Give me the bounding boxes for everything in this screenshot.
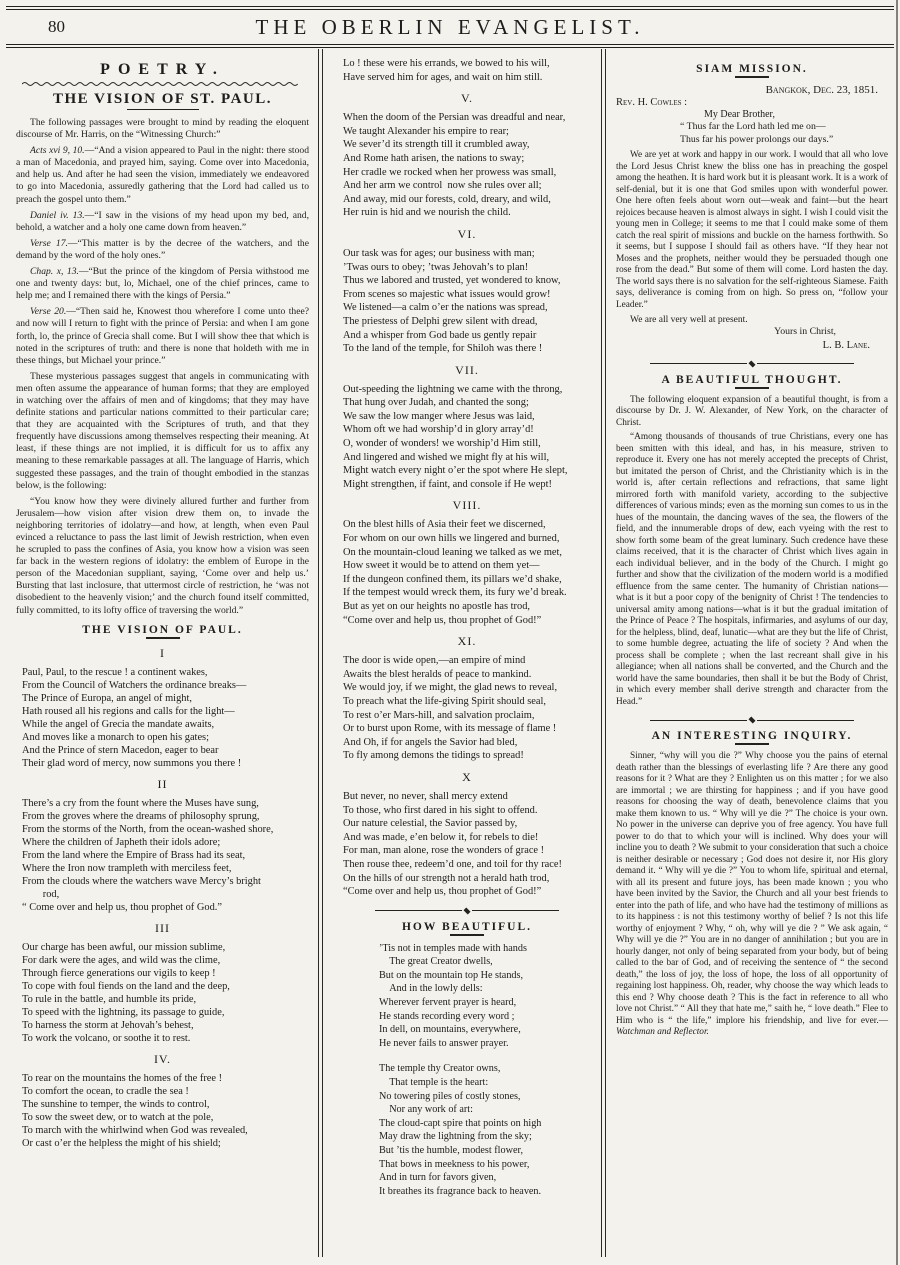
poem-line: To fly among demons the tidings to spread! xyxy=(343,750,524,762)
poem-line: rod, xyxy=(22,888,60,900)
poem-stanza xyxy=(16,646,309,770)
letter-closing-line: We are all very well at present. xyxy=(630,315,748,325)
passage-reference: Acts xvi 9, 10. xyxy=(30,145,85,157)
poem-title-vision-of-paul: THE VISION OF PAUL. xyxy=(82,623,243,636)
poem-line: For man, man alone, rose the wonders of grace ! xyxy=(343,845,545,857)
poem-line: To preach what the life-giving Spirit should seal, xyxy=(343,695,546,707)
poem-line: From the Council of Watchers the ordinance breaks— xyxy=(22,679,247,691)
poem-line: From the groves where the dreams of philosophy sprung, xyxy=(22,810,260,822)
article-title-vision-st-paul: THE VISION OF ST. PAUL. xyxy=(53,91,272,107)
wavy-rule xyxy=(22,81,303,87)
interesting-inquiry-rule xyxy=(735,743,769,745)
column-right xyxy=(606,49,900,1257)
letter-dateline: Bangkok, Dec. 23, 1851. xyxy=(765,84,878,96)
poem-line: But on the mountain top He stands, xyxy=(379,969,524,981)
poem-line: Our charge has been awful, our mission sublime, xyxy=(22,941,226,953)
masthead-title: THE OBERLIN EVANGELIST. xyxy=(255,14,645,39)
stanza-continuation xyxy=(341,57,593,84)
poem-line: Might strengthen, if faint, and console if He wept! xyxy=(343,478,552,490)
passage-reference: Verse 17. xyxy=(30,237,68,249)
poem-line: Then rouse thee, redeem’d one, and toil for thy race! xyxy=(343,858,562,870)
scripture-passages xyxy=(16,145,309,367)
poem-line: From the clouds where the watchers wave Mercy’s bright xyxy=(22,875,261,887)
scripture-passage xyxy=(16,145,309,205)
poem-title-rule xyxy=(146,637,180,639)
section-divider xyxy=(650,361,854,367)
scripture-passage xyxy=(16,238,309,262)
poem-line: Paul, Paul, to the rescue ! a continent wakes, xyxy=(22,666,208,678)
poem-stanza xyxy=(16,777,309,914)
poem-line: Where the children of Japheth their idols adore; xyxy=(22,836,221,848)
poem-line: No towering piles of costly stones, xyxy=(379,1090,521,1102)
poem-line: It breathes its fragrance back to heaven. xyxy=(379,1185,542,1197)
epigraph-line: “ Thus far the Lord hath led me on— xyxy=(680,121,826,132)
letter-greeting: My Dear Brother, xyxy=(704,109,775,120)
poem-line: He stands recording every word ; xyxy=(379,1010,515,1022)
poem-line: On the mountain-cloud leaning we talked as we met, xyxy=(343,546,563,558)
poem-line: “ Come over and help us, thou prophet of God.” xyxy=(22,901,222,913)
poem-line: To speed with the lightning, its passage to guide, xyxy=(22,1006,225,1018)
poem-line: For dark were the ages, and wild was the clime, xyxy=(22,954,221,966)
poem-line: Through fierce generations our vigils to keep ! xyxy=(22,967,216,979)
poem-line: Our task was for ages; our business with man; xyxy=(343,247,535,259)
stanza-number: III xyxy=(155,920,170,935)
passage-text: —“I saw in the visions of my head upon my bed, and, behold, a watcher and a holy one came down from heaven.” xyxy=(16,209,310,233)
passage-text: —“This matter is by the decree of the watchers, and the demand by the word of the holy ones.” xyxy=(16,237,309,261)
divider-diamond-icon xyxy=(463,907,470,914)
poem-stanza xyxy=(377,942,593,1051)
article-title-how-beautiful: HOW BEAUTIFUL. xyxy=(401,920,533,933)
section-heading-poetry: POETRY. xyxy=(100,61,225,78)
poem-line: The temple thy Creator owns, xyxy=(379,1063,501,1075)
poem-line: Awaits the blest heralds of peace to mankind. xyxy=(343,668,532,680)
poem-line: Out-speeding the lightning we came with the throng, xyxy=(343,383,563,395)
column-layout xyxy=(0,49,900,1257)
poem-line: To those, who first dared in his sight to offend. xyxy=(343,804,538,816)
poem-line: From scenes so majestic what issues would grow! xyxy=(343,288,551,300)
poem-line: The priestess of Delphi grew silent with dread, xyxy=(343,315,538,327)
poem-line: Hath roused all his regions and calls for the light— xyxy=(22,705,235,717)
poem-line: The door is wide open,—an empire of mind xyxy=(343,655,526,667)
interesting-inquiry-body xyxy=(616,751,888,1039)
poem-line: To the land of the temple, for Shiloh was there ! xyxy=(343,343,543,355)
poem-line: Nor any work of art: xyxy=(379,1104,473,1116)
poem-stanza xyxy=(341,227,593,356)
title-rule xyxy=(127,109,199,110)
epigraph-line: Thus far his power prolongs our days.” xyxy=(680,133,834,145)
header-rule-bottom xyxy=(6,44,894,48)
poem-line: To cope with foul fiends on the land and the deep, xyxy=(22,980,230,992)
poem-line: And moves like a monarch to open his gates; xyxy=(22,731,209,743)
poem-line: While the angel of Grecia the mandate awaits, xyxy=(22,718,215,730)
article-title-beautiful-thought: A BEAUTIFUL THOUGHT. xyxy=(661,373,843,386)
poem-stanzas-middle xyxy=(341,91,593,899)
poem-line: Lo ! these were his errands, we bowed to his will, xyxy=(343,58,550,69)
poem-line: On the hills of our strength not a herald hath trod, xyxy=(343,872,550,884)
poem-line: We saw the low manger where Jesus was laid, xyxy=(343,410,535,422)
poem-line: Her ruin is hid and we nourish the child. xyxy=(343,207,511,219)
poem-line: Whom oft we had worship’d in glory array’d! xyxy=(343,424,534,436)
harris-quote-paragraph: “You know how they were divinely allured further and further from Jerusalem—how vision after vision drew them on, to invade the neighboring territories of idolatry—and how, at length, when even Paul evinced a reluctance to pass the last limit of Jewish restriction, when even he scrupled to pass the confines of Asia, you know how a vision was seen far back in the western regions of idolatry: the emblem of Europe in the person of the Macedonian suppliant, saying, ‘Come over and help us.’ Bursting that last inclosure, that uttermost circle of restriction, he ‘was not disobedient to the heavenly vision;’ and the church found itself committed, fully committed, to its lofty office of traversing the world.” xyxy=(16,495,309,616)
poem-line: Their glad word of mercy, now summons you there ! xyxy=(22,757,242,769)
article-title-siam-mission: SIAM MISSION. xyxy=(696,63,808,75)
poem-line: And in turn for favors given, xyxy=(379,1172,497,1184)
poem-line: May draw the lightning from the sky; xyxy=(379,1131,532,1143)
poem-line: We sever’d its strength till it crumbled away, xyxy=(343,139,530,151)
article-title-interesting-inquiry: AN INTERESTING INQUIRY. xyxy=(651,730,853,742)
poem-line: O, wonder of wonders! we worship’d Him still, xyxy=(343,438,541,450)
poem-line: To rule in the battle, and humble its pride, xyxy=(22,993,197,1005)
poem-line: “Come over and help us, thou prophet of God!” xyxy=(343,886,542,898)
poem-line: “Come over and help us, thou prophet of God!” xyxy=(343,614,542,626)
poem-stanza xyxy=(16,1052,309,1150)
scripture-passage xyxy=(16,210,309,234)
poem-line: And the Prince of stern Macedon, eager to bear xyxy=(22,744,219,756)
page-header xyxy=(0,0,900,48)
section-divider xyxy=(375,908,559,914)
poem-line: There’s a cry from the fount where the Muses have sung, xyxy=(22,797,259,809)
poem-line: But ’tis the humble, modest flower, xyxy=(379,1145,523,1156)
poem-stanza xyxy=(341,770,593,899)
poem-line: But never, no never, shall mercy extend xyxy=(343,790,508,802)
scripture-passage xyxy=(16,306,309,366)
poem-line: The Prince of Europa, an angel of might, xyxy=(22,692,192,704)
poem-line: For whom on our own hills we lingered and burned, xyxy=(343,533,560,545)
poem-line: If the dungeon confined them, its pillars we’d shake, xyxy=(343,573,562,585)
stanza-number: V. xyxy=(460,91,474,106)
beautiful-thought-quote: “Among thousands of thousands of true Christians, every one has been smitten with this ideal, and has, in his measure, striven to reproduce it. Every one has not merely accepted the precepts of Christ, but imitated the person of Christ, and the Christianity which is in the world is, after certain reflections and refractions, that same light mirrored forth with manifold variety, according to the subjective differences of various minds; even as the morning sun comes to us in the hues of the mountain, the dancing waves of the sea, the flowers of the field, and the innumerable drops of dew, each vyeing with the rest to show forth some beam of the great luminary. Such credence have these claims received, that it is the character of Christ which lives again in each individual believer, and in the body of the Church. I might go further and show that the civilization of the modern world is a modified effluence from the same center. The humanity of Christian nations—what is it but a poor copy of the benignity of Christ ! The tendencies to universal amity among nations—what is it but the gradual imitation of the Prince of Peace ? The hospitals, infirmaries, and asylums of our day, for the helpless, blind, deaf, lunatic—what are they but the life of Christ, to some humble degree, actuating the life of society ? And when the process shall be complete ; when the last recreant shall give in his allegiance; when all nations shall be converted, and the Church and the world have the same boundaries, then shall it be but the Body of Christ, in which every member shall derive strength and character from the Head.” xyxy=(616,432,888,707)
poem-line: And her arm we control now she rules over all; xyxy=(343,180,542,192)
poem-line: We would joy, if we might, the glad news to reveal, xyxy=(343,682,558,694)
poem-line: We taught Alexander his empire to rear; xyxy=(343,125,509,137)
column-middle xyxy=(323,49,601,1257)
stanza-number: II xyxy=(157,776,168,791)
page-number: 80 xyxy=(48,17,65,36)
poem-line: Have served him for ages, and wait on him still. xyxy=(343,71,543,83)
poem-line: On the blest hills of Asia their feet we discerned, xyxy=(343,519,546,531)
poem-line: The sunshine to temper, the winds to control, xyxy=(22,1098,210,1110)
poem-line: Our nature celestial, the Savior passed by, xyxy=(343,818,518,830)
letter-valediction: Yours in Christ, xyxy=(774,326,836,337)
scan-edge-artifact xyxy=(896,0,898,1265)
stanza-number: XI. xyxy=(457,634,477,649)
section-divider xyxy=(650,717,854,723)
letter-epigraph xyxy=(616,121,888,146)
passage-reference: Daniel iv. 13. xyxy=(30,209,85,221)
poem-line: To rest o’er Mars-hill, and salvation proclaim, xyxy=(343,709,535,721)
poem-line: To march with the whirlwind when God was revealed, xyxy=(22,1124,248,1136)
poem-line: In dell, on mountains, everywhere, xyxy=(379,1024,521,1036)
letter-body: We are yet at work and happy in our work. I would that all who love the Lord Jesus Christ knew the bliss one has in preaching the gospel among the heathen. It is hard work but it is pleasant work. It is a work of self-denial, but it is one that God smiles upon with wonderful power. One here often feels about worn out—weak and faint—but the heart rejoices because heaven is almost always in sight. I wish I could visit the young men in College; it seems to me that I could make some of them catch the real spirit of missions and buckle on the harness forthwith. So it seems, but I suppose I should fail as others have. “If they hear not Moses and the prophets, neither would they be persuaded though one rose from the dead.” But some of them will come. Lord hasten the day. The world says there is no salvation for the self-righteous Siamese. Faith says, deliverance is coming from on high. So press on, “follow your Leader.” xyxy=(616,150,888,310)
poem-line: We listened—a calm o’er the nations was spread, xyxy=(343,302,548,314)
poem-line: From the land where the Empire of Brass had its seat, xyxy=(22,849,246,861)
stanza-number: VII. xyxy=(455,362,479,377)
poem-line: Might watch every night o’er the spot where He slept, xyxy=(343,465,568,477)
poem-stanza xyxy=(341,363,593,492)
stanza-number: VIII. xyxy=(452,498,482,513)
poem-line: From the storms of the North, from the ocean-washed shore, xyxy=(22,823,274,835)
poem-line: The great Creator dwells, xyxy=(379,956,493,968)
poem-line: And was made, e’en below it, for rebels to die! xyxy=(343,831,539,843)
beautiful-thought-rule xyxy=(735,387,769,389)
poem-stanzas-left xyxy=(16,646,309,1150)
poem-line: But as yet on our heights no apostle has trod, xyxy=(343,601,531,612)
poem-line: Thus we labored and trusted, yet wondered to know, xyxy=(343,275,561,287)
how-beautiful-rule xyxy=(450,934,484,936)
stanza-number: I xyxy=(160,645,165,660)
inquiry-attribution: Watchman and Reflector. xyxy=(616,1027,709,1037)
poem-line: And away, mid our forests, cold, dreary, and wild, xyxy=(343,193,551,205)
poem-line: Her cradle we rocked when her prowess was small, xyxy=(343,166,557,178)
poem-line: And a whisper from God bade us gently repair xyxy=(343,329,537,341)
poem-line: And lingered and wished we might fly at his will, xyxy=(343,451,550,463)
poem-line: How sweet it would be to attend on them yet— xyxy=(343,560,540,572)
poem-line: To harness the storm at Jehovah’s behest, xyxy=(22,1019,194,1031)
poem-line: And Rome hath arisen, the nations to sway; xyxy=(343,152,525,164)
column-left xyxy=(0,49,318,1257)
poem-line: And in the lowly dells: xyxy=(379,983,483,995)
passage-text: —“Then said he, Knowest thou wherefore I come unto thee? and now will I return to fight with the prince of Persia: and when I am gone forth, lo, the prince of Grecia shall come. But I will show thee that which is noted in the scriptures of truth: and there is none that holdeth with me in these things, but Michael your prince.” xyxy=(16,306,309,366)
poem-line: Where the Iron now trampleth with merciless feet, xyxy=(22,862,232,874)
poem-line: To comfort the ocean, to cradle the sea ! xyxy=(22,1085,189,1097)
commentary-paragraph: These mysterious passages suggest that angels in communicating with men often assume the appearance of human forms; that they are employed in watching over the affairs of men and of kingdoms; that they may have definite stations and particular nations committed to their particular care; that they are acquainted with the Scriptures of truth, and that they frequently have discussions among themselves respecting their meaning. At least, if these things are not implied, it is difficult for us to affix any meaning to these remarkable passages at all. The language of Harris, which suggested these passages, and the train of thought embodied in the stanzas below, is the following: xyxy=(16,370,309,491)
poem-stanza xyxy=(377,1062,593,1198)
divider-diamond-icon xyxy=(748,716,755,723)
divider-diamond-icon xyxy=(748,360,755,367)
poem-line: When the doom of the Persian was dreadful and near, xyxy=(343,112,566,124)
poem-line: ’Tis not in temples made with hands xyxy=(379,942,527,954)
poem-line: He never fails to answer prayer. xyxy=(379,1037,509,1049)
poem-line: That hung over Judah, and chanted the song; xyxy=(343,397,529,409)
poem-stanza xyxy=(16,921,309,1045)
poem-line: The cloud-capt spire that points on high xyxy=(379,1117,542,1129)
stanza-number: VI. xyxy=(457,226,477,241)
poem-stanza xyxy=(341,634,593,763)
stanza-number: IV. xyxy=(153,1051,172,1066)
poem-line: If the tempest would wreck them, its fury we’d break. xyxy=(343,587,567,599)
passage-reference: Verse 20. xyxy=(30,306,67,318)
beautiful-thought-intro: The following eloquent expansion of a beautiful thought, is from a discourse by Dr. J. W. Alexander, of New York, on the character of Christ. xyxy=(616,394,888,428)
poem-line: And Oh, if for angels the Savior had bled, xyxy=(343,736,518,748)
poem-line: To sow the sweet dew, or to watch at the pole, xyxy=(22,1111,214,1123)
inquiry-text: Sinner, “why will you die ?” Why choose you the pains of eternal death rather than the blessings of everlasting life ? Are there any good reasons for it ? What are they ? Enlighten us on this matter ; for we also are immortal ; we are thirsting for happiness ; and if you have good reasons for choosing the way of death, benevolence claims that you make them known to us. “ Why will ye die ?” The choice is your own. No power in the universe can deprive you of free agency. You have full power to do that to which your will is inclined. Why does your will incline you to death ? We submit to your consideration that such a choice is neither desirable or necessary ; God does not desire it, nor His glory demand it. “ Why will ye die ?” You to whom life, spiritual and eternal, with all its present and future joys, has been made known ; you who have been invited by the Savior, the Church and all your best friends to enter into the path of life, and who have had the testimony of millions as to its happiness : is not this testimony worthy of belief ? Is not this life worthy of enjoyment ? Why, “ oh, why will ye die ? ” We ask again, “ Why will ye die ?” You are in no danger of annihilation ; but you are in hourly danger, not only of being separated from your body, but of being called to the bar of God, and of receiving the sentence of “ the second death,” the loss of joy, the loss of hope, the loss of all opportunity of regaining lost happiness. Oh, reader, why choose the way which leads to this end ? Why choose death ? This is the fact in reference to all who love not Christ.” “ All they that hate me,” saith he, “ love death.” Flee to Him who is “ the life,” implore his friendship, and live for ever.— xyxy=(616,751,888,1026)
passage-text: —“But the prince of the kingdom of Persia withstood me one and twenty days: but, lo, Michael, one of the chief princes, came to help me; and I remained there with the kings of Persia.” xyxy=(16,266,309,302)
how-beautiful-stanzas xyxy=(341,942,593,1199)
letter-salutation: Rev. H. Cowles : xyxy=(616,97,688,108)
poem-line: Or cast o’er the helpless the might of his shield; xyxy=(22,1137,221,1149)
poem-stanza xyxy=(341,91,593,220)
siam-mission-rule xyxy=(735,76,769,78)
intro-paragraph: The following passages were brought to mind by reading the eloquent discourse of Mr. Harris, on the “Witnessing Church:” xyxy=(16,117,309,141)
poem-stanza xyxy=(341,498,593,627)
poem-line: ’Twas ours to obey; ’twas Jehovah’s to plan! xyxy=(343,261,529,273)
letter-signature: L. B. Lane. xyxy=(822,339,870,351)
scripture-passage xyxy=(16,266,309,302)
poem-line: That bows in meekness to his power, xyxy=(379,1158,530,1170)
poem-line: Wherever fervent prayer is heard, xyxy=(379,997,517,1009)
poem-line: Or to burst upon Rome, with its message of flame ! xyxy=(343,723,557,735)
poem-line: That temple is the heart: xyxy=(379,1077,489,1089)
poem-line: To rear on the mountains the homes of the free ! xyxy=(22,1072,223,1084)
poem-line: To work the volcano, or soothe it to rest. xyxy=(22,1032,191,1044)
passage-text: —“And a vision appeared to Paul in the night: there stood a man of Macedonia, and prayed him, saying. Come over into Macedonia, and help us. And after he had seen the vision, immediately we endeavored to go into Macedonia, assuredly gathering that the Lord had called us to preach the gospel unto them.” xyxy=(16,145,309,205)
passage-reference: Chap. x, 13. xyxy=(30,266,79,278)
stanza-number: X xyxy=(462,769,472,784)
